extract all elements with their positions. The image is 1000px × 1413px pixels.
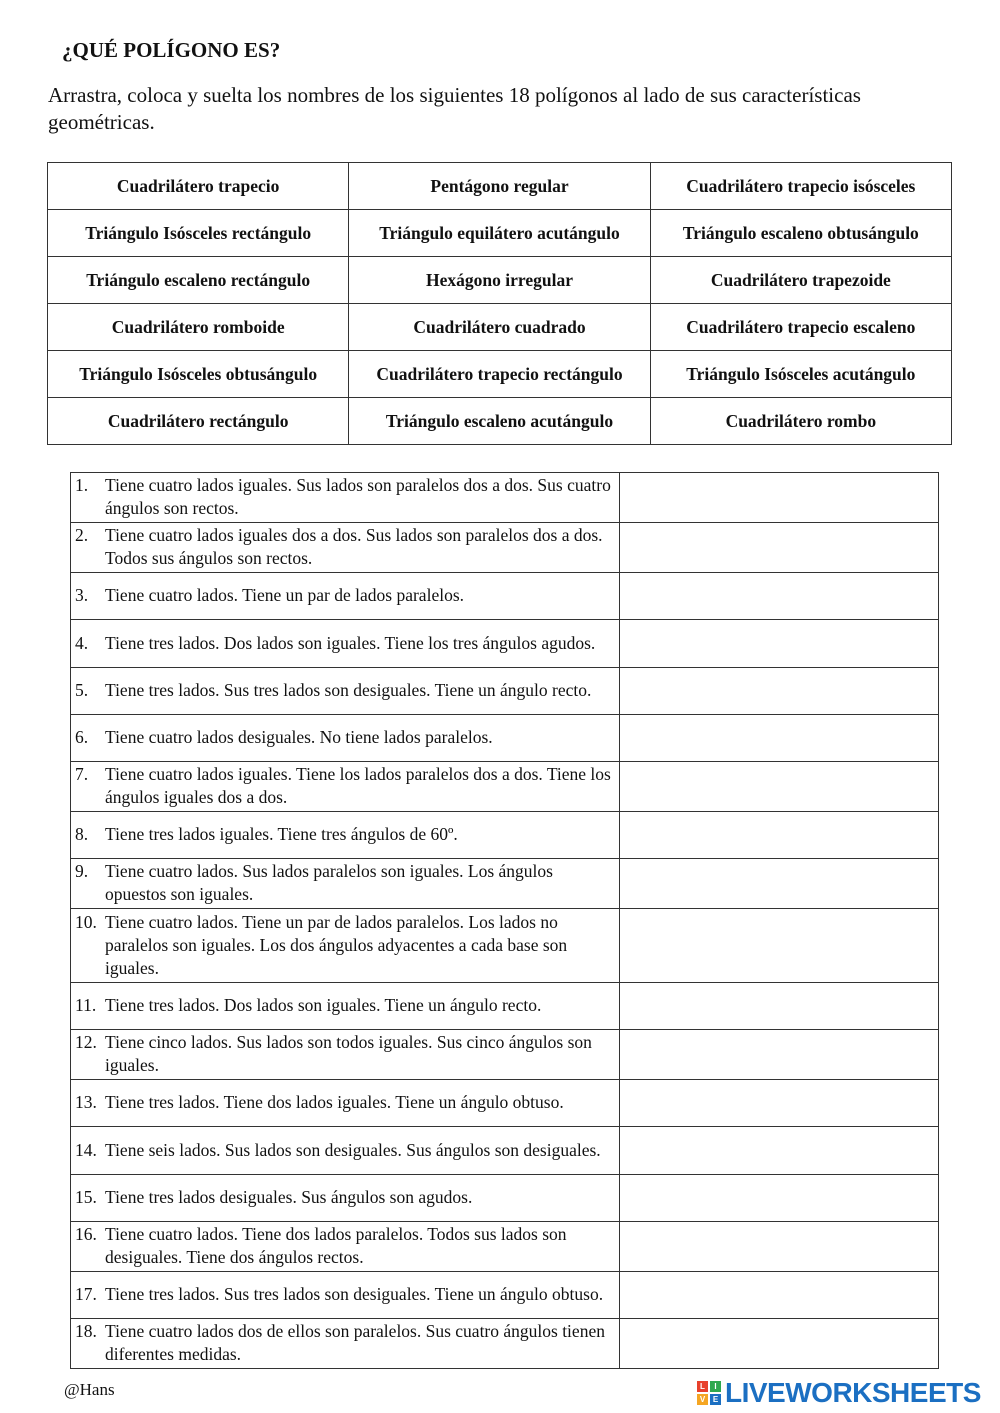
question-number: 3. [75, 585, 89, 605]
instructions: Arrastra, coloca y suelta los nombres de los siguientes 18 polígonos al lado de sus características geométricas. [48, 83, 861, 134]
answer-drop-zone[interactable] [620, 620, 939, 668]
question-text: Tiene cuatro lados. Tiene un par de lados paralelos. [105, 585, 465, 605]
draggable-polygon-name[interactable]: Cuadrilátero rombo [650, 398, 951, 445]
draggable-polygon-name[interactable]: Cuadrilátero romboide [48, 304, 349, 351]
answer-drop-zone[interactable] [620, 859, 939, 909]
answer-drop-zone[interactable] [620, 523, 939, 573]
draggable-polygon-name[interactable]: Cuadrilátero trapecio escaleno [650, 304, 951, 351]
definition-row [71, 1030, 939, 1080]
draggable-polygon-name[interactable]: Triángulo escaleno obtusángulo [650, 210, 951, 257]
question-text: Tiene tres lados iguales. Tiene tres ángulos de 60º. [105, 824, 458, 844]
question-text: Tiene tres lados. Tiene dos lados iguales. Tiene un ángulo obtuso. [105, 1092, 564, 1112]
question-number: 16. [75, 1224, 97, 1244]
question-number: 13. [75, 1092, 97, 1112]
definition-cell [71, 1175, 620, 1222]
definition-row [71, 909, 939, 983]
definition-row [71, 1080, 939, 1127]
question-number: 10. [75, 911, 97, 932]
answer-drop-zone[interactable] [620, 983, 939, 1030]
question-text: Tiene tres lados. Sus tres lados son desiguales. Tiene un ángulo obtuso. [105, 1284, 604, 1304]
polygon-names-table [47, 162, 952, 445]
brand-icon-square: L [697, 1381, 708, 1392]
definition-cell [71, 812, 620, 859]
answer-drop-zone[interactable] [620, 1272, 939, 1319]
definition-row [71, 1272, 939, 1319]
draggable-polygon-name[interactable]: Cuadrilátero cuadrado [349, 304, 650, 351]
question-text: Tiene cuatro lados iguales. Tiene los lados paralelos dos a dos. Tiene los ángulos iguales dos a dos. [105, 764, 611, 807]
question-text: Tiene seis lados. Sus lados son desiguales. Sus ángulos son desiguales. [105, 1139, 601, 1160]
definition-row [71, 762, 939, 812]
brand-icon-square: V [697, 1394, 708, 1405]
question-number: 4. [75, 632, 89, 653]
definition-row [71, 620, 939, 668]
names-row [48, 163, 952, 210]
liveworksheets-icon [697, 1381, 721, 1405]
draggable-polygon-name[interactable]: Cuadrilátero trapezoide [650, 257, 951, 304]
definition-row [71, 859, 939, 909]
answer-drop-zone[interactable] [620, 1127, 939, 1175]
draggable-polygon-name[interactable]: Triángulo Isósceles rectángulo [48, 210, 349, 257]
answer-drop-zone[interactable] [620, 909, 939, 983]
definition-row [71, 523, 939, 573]
draggable-polygon-name[interactable]: Cuadrilátero trapecio isósceles [650, 163, 951, 210]
names-row [48, 257, 952, 304]
question-text: Tiene cuatro lados. Sus lados paralelos son iguales. Los ángulos opuestos son iguales. [105, 861, 553, 904]
definition-row [71, 473, 939, 523]
definition-row [71, 812, 939, 859]
answer-drop-zone[interactable] [620, 1319, 939, 1369]
answer-drop-zone[interactable] [620, 812, 939, 859]
definition-cell [71, 715, 620, 762]
question-text: Tiene cuatro lados iguales. Sus lados son paralelos dos a dos. Sus cuatro ángulos son rectos. [105, 475, 611, 518]
names-row [48, 351, 952, 398]
question-number: 1. [75, 475, 89, 495]
definition-cell [71, 573, 620, 620]
question-number: 15. [75, 1187, 97, 1207]
draggable-polygon-name[interactable]: Triángulo escaleno acutángulo [349, 398, 650, 445]
names-row [48, 304, 952, 351]
names-row [48, 398, 952, 445]
question-number: 11. [75, 995, 97, 1015]
definition-cell [71, 620, 620, 668]
draggable-polygon-name[interactable]: Triángulo escaleno rectángulo [48, 257, 349, 304]
definition-row [71, 573, 939, 620]
question-text: Tiene tres lados desiguales. Sus ángulos son agudos. [105, 1187, 473, 1207]
question-number: 7. [75, 764, 89, 784]
definition-cell [71, 1222, 620, 1272]
question-text: Tiene cuatro lados. Tiene dos lados paralelos. Todos sus lados son desiguales. Tiene dos ángulos rectos. [105, 1224, 567, 1267]
question-number: 14. [75, 1139, 97, 1160]
question-number: 6. [75, 727, 89, 747]
definition-cell [71, 523, 620, 573]
draggable-polygon-name[interactable]: Cuadrilátero trapecio [48, 163, 349, 210]
draggable-polygon-name[interactable]: Hexágono irregular [349, 257, 650, 304]
question-number: 12. [75, 1032, 97, 1052]
question-text: Tiene cuatro lados desiguales. No tiene lados paralelos. [105, 727, 493, 747]
brand-name: LIVEWORKSHEETS [725, 1377, 981, 1408]
answer-drop-zone[interactable] [620, 573, 939, 620]
question-text: Tiene tres lados. Dos lados son iguales. Tiene los tres ángulos agudos. [105, 632, 596, 653]
draggable-polygon-name[interactable]: Triángulo Isósceles obtusángulo [48, 351, 349, 398]
definition-row [71, 983, 939, 1030]
answer-drop-zone[interactable] [620, 1080, 939, 1127]
definition-cell [71, 1127, 620, 1175]
page-title: ¿QUÉ POLÍGONO ES? [62, 38, 281, 62]
question-number: 18. [75, 1321, 97, 1341]
question-number: 2. [75, 525, 89, 545]
draggable-polygon-name[interactable]: Cuadrilátero trapecio rectángulo [349, 351, 650, 398]
question-text: Tiene cuatro lados iguales dos a dos. Sus lados son paralelos dos a dos. Todos sus ángulos son rectos. [105, 525, 603, 568]
question-text: Tiene tres lados. Sus tres lados son desiguales. Tiene un ángulo recto. [105, 680, 592, 700]
author-credit: @Hans [64, 1380, 115, 1399]
definition-cell [71, 473, 620, 523]
brand-icon-square: E [710, 1394, 721, 1405]
answer-drop-zone[interactable] [620, 1222, 939, 1272]
question-text: Tiene tres lados. Dos lados son iguales. Tiene un ángulo recto. [105, 995, 542, 1015]
question-number: 17. [75, 1284, 97, 1304]
definition-cell [71, 1080, 620, 1127]
definition-cell [71, 668, 620, 715]
liveworksheets-logo [697, 1377, 981, 1409]
answer-drop-zone[interactable] [620, 473, 939, 523]
draggable-polygon-name[interactable]: Triángulo equilátero acutángulo [349, 210, 650, 257]
definitions-table [70, 472, 939, 1369]
answer-drop-zone[interactable] [620, 1030, 939, 1080]
definition-row [71, 1319, 939, 1369]
definition-cell [71, 983, 620, 1030]
answer-drop-zone[interactable] [620, 668, 939, 715]
question-number: 5. [75, 680, 89, 700]
question-text: Tiene cuatro lados dos de ellos son paralelos. Sus cuatro ángulos tienen diferentes medidas. [105, 1321, 605, 1364]
definition-cell [71, 1319, 620, 1369]
definition-row [71, 715, 939, 762]
definition-row [71, 1175, 939, 1222]
draggable-polygon-name[interactable]: Triángulo Isósceles acutángulo [650, 351, 951, 398]
definition-row [71, 1222, 939, 1272]
definition-cell [71, 909, 620, 983]
definition-cell [71, 762, 620, 812]
definition-row [71, 1127, 939, 1175]
definition-cell [71, 859, 620, 909]
definition-cell [71, 1272, 620, 1319]
answer-drop-zone[interactable] [620, 715, 939, 762]
question-number: 8. [75, 824, 89, 844]
question-text: Tiene cinco lados. Sus lados son todos iguales. Sus cinco ángulos son iguales. [105, 1032, 592, 1075]
draggable-polygon-name[interactable]: Pentágono regular [349, 163, 650, 210]
brand-icon-square: I [710, 1381, 721, 1392]
draggable-polygon-name[interactable]: Cuadrilátero rectángulo [48, 398, 349, 445]
definition-cell [71, 1030, 620, 1080]
answer-drop-zone[interactable] [620, 762, 939, 812]
question-text: Tiene cuatro lados. Tiene un par de lados paralelos. Los lados no paralelos son iguales. Los dos ángulos adyacentes a cada base son iguales. [105, 911, 568, 978]
names-row [48, 210, 952, 257]
question-number: 9. [75, 861, 89, 881]
answer-drop-zone[interactable] [620, 1175, 939, 1222]
definition-row [71, 668, 939, 715]
